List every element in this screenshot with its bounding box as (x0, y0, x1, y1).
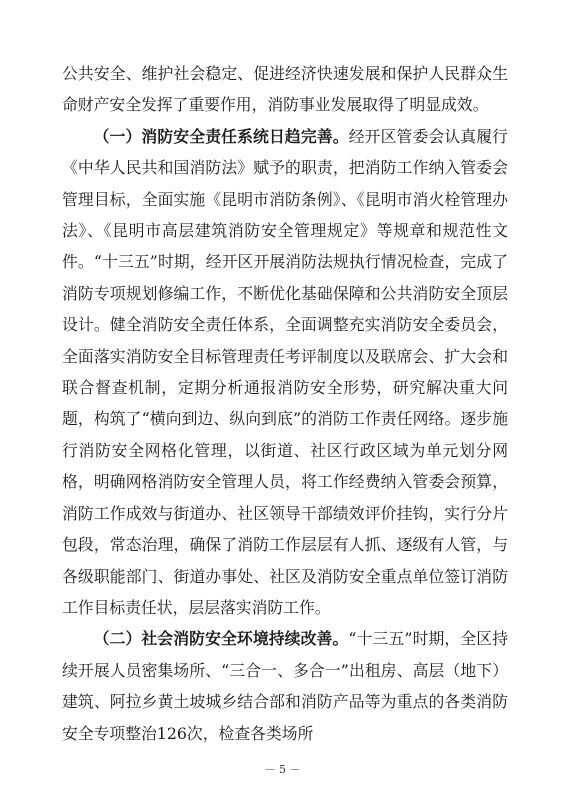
paragraph-text: 经开区管委会认真履行《中华人民共和国消防法》赋予的职责，把消防工作纳入管委会管理目标，全面实施《昆明市消防条例》、《昆明市消火栓管理办法》、《昆明市高层建筑消防安全管理规定》等规章和规范性文件。“十三五”时期，经开区开展消防法规执行情况检查，完成了消防专项规划修编工作，不断优化基础保障和公共消防安全顶层设计。健全消防安全责任体系，全面调整充实消防安全委员会，全面落实消防安全目标管理责任考评制度以及联席会、扩大会和联合督查机制，定期分析通报消防安全形势，研究解决重大问题，构筑了“横向到边、纵向到底”的消防工作责任网络。逐步施行消防安全网格化管理，以街道、社区行政区域为单元划分网格，明确网格消防安全管理人员，将工作经费纳入管委会预算，消防工作成效与街道办、社区领导干部绩效评价挂钩，实行分片包段，常态治理，确保了消防工作层层有人抓、逐级有人管，与各级职能部门、街道办事处、社区及消防安全重点单位签订消防工作目标责任状，层层落实消防工作。 (62, 126, 508, 617)
paragraph-section-2 (62, 623, 508, 749)
section-heading: （二）社会消防安全环境持续改善。 (93, 629, 349, 649)
paragraph-text: “十三五”时期，全区持续开展人员密集场所、“三合一、多合一”出租房、高层（地下）建筑、阿拉乡黄土坡城乡结合部和消防产品等为重点的各类消防安全专项整治126次，检查各类场所 (62, 629, 508, 743)
paragraph-intro (62, 58, 508, 121)
document-body (62, 58, 508, 749)
section-heading: （一）消防安全责任系统日趋完善。 (93, 126, 349, 146)
page-number: － 5 － (264, 763, 301, 776)
paragraph-text: 公共安全、维护社会稳定、促进经济快速发展和保护人民群众生命财产安全发挥了重要作用，消防事业发展取得了明显成效。 (62, 64, 508, 115)
paragraph-section-1 (62, 121, 508, 624)
